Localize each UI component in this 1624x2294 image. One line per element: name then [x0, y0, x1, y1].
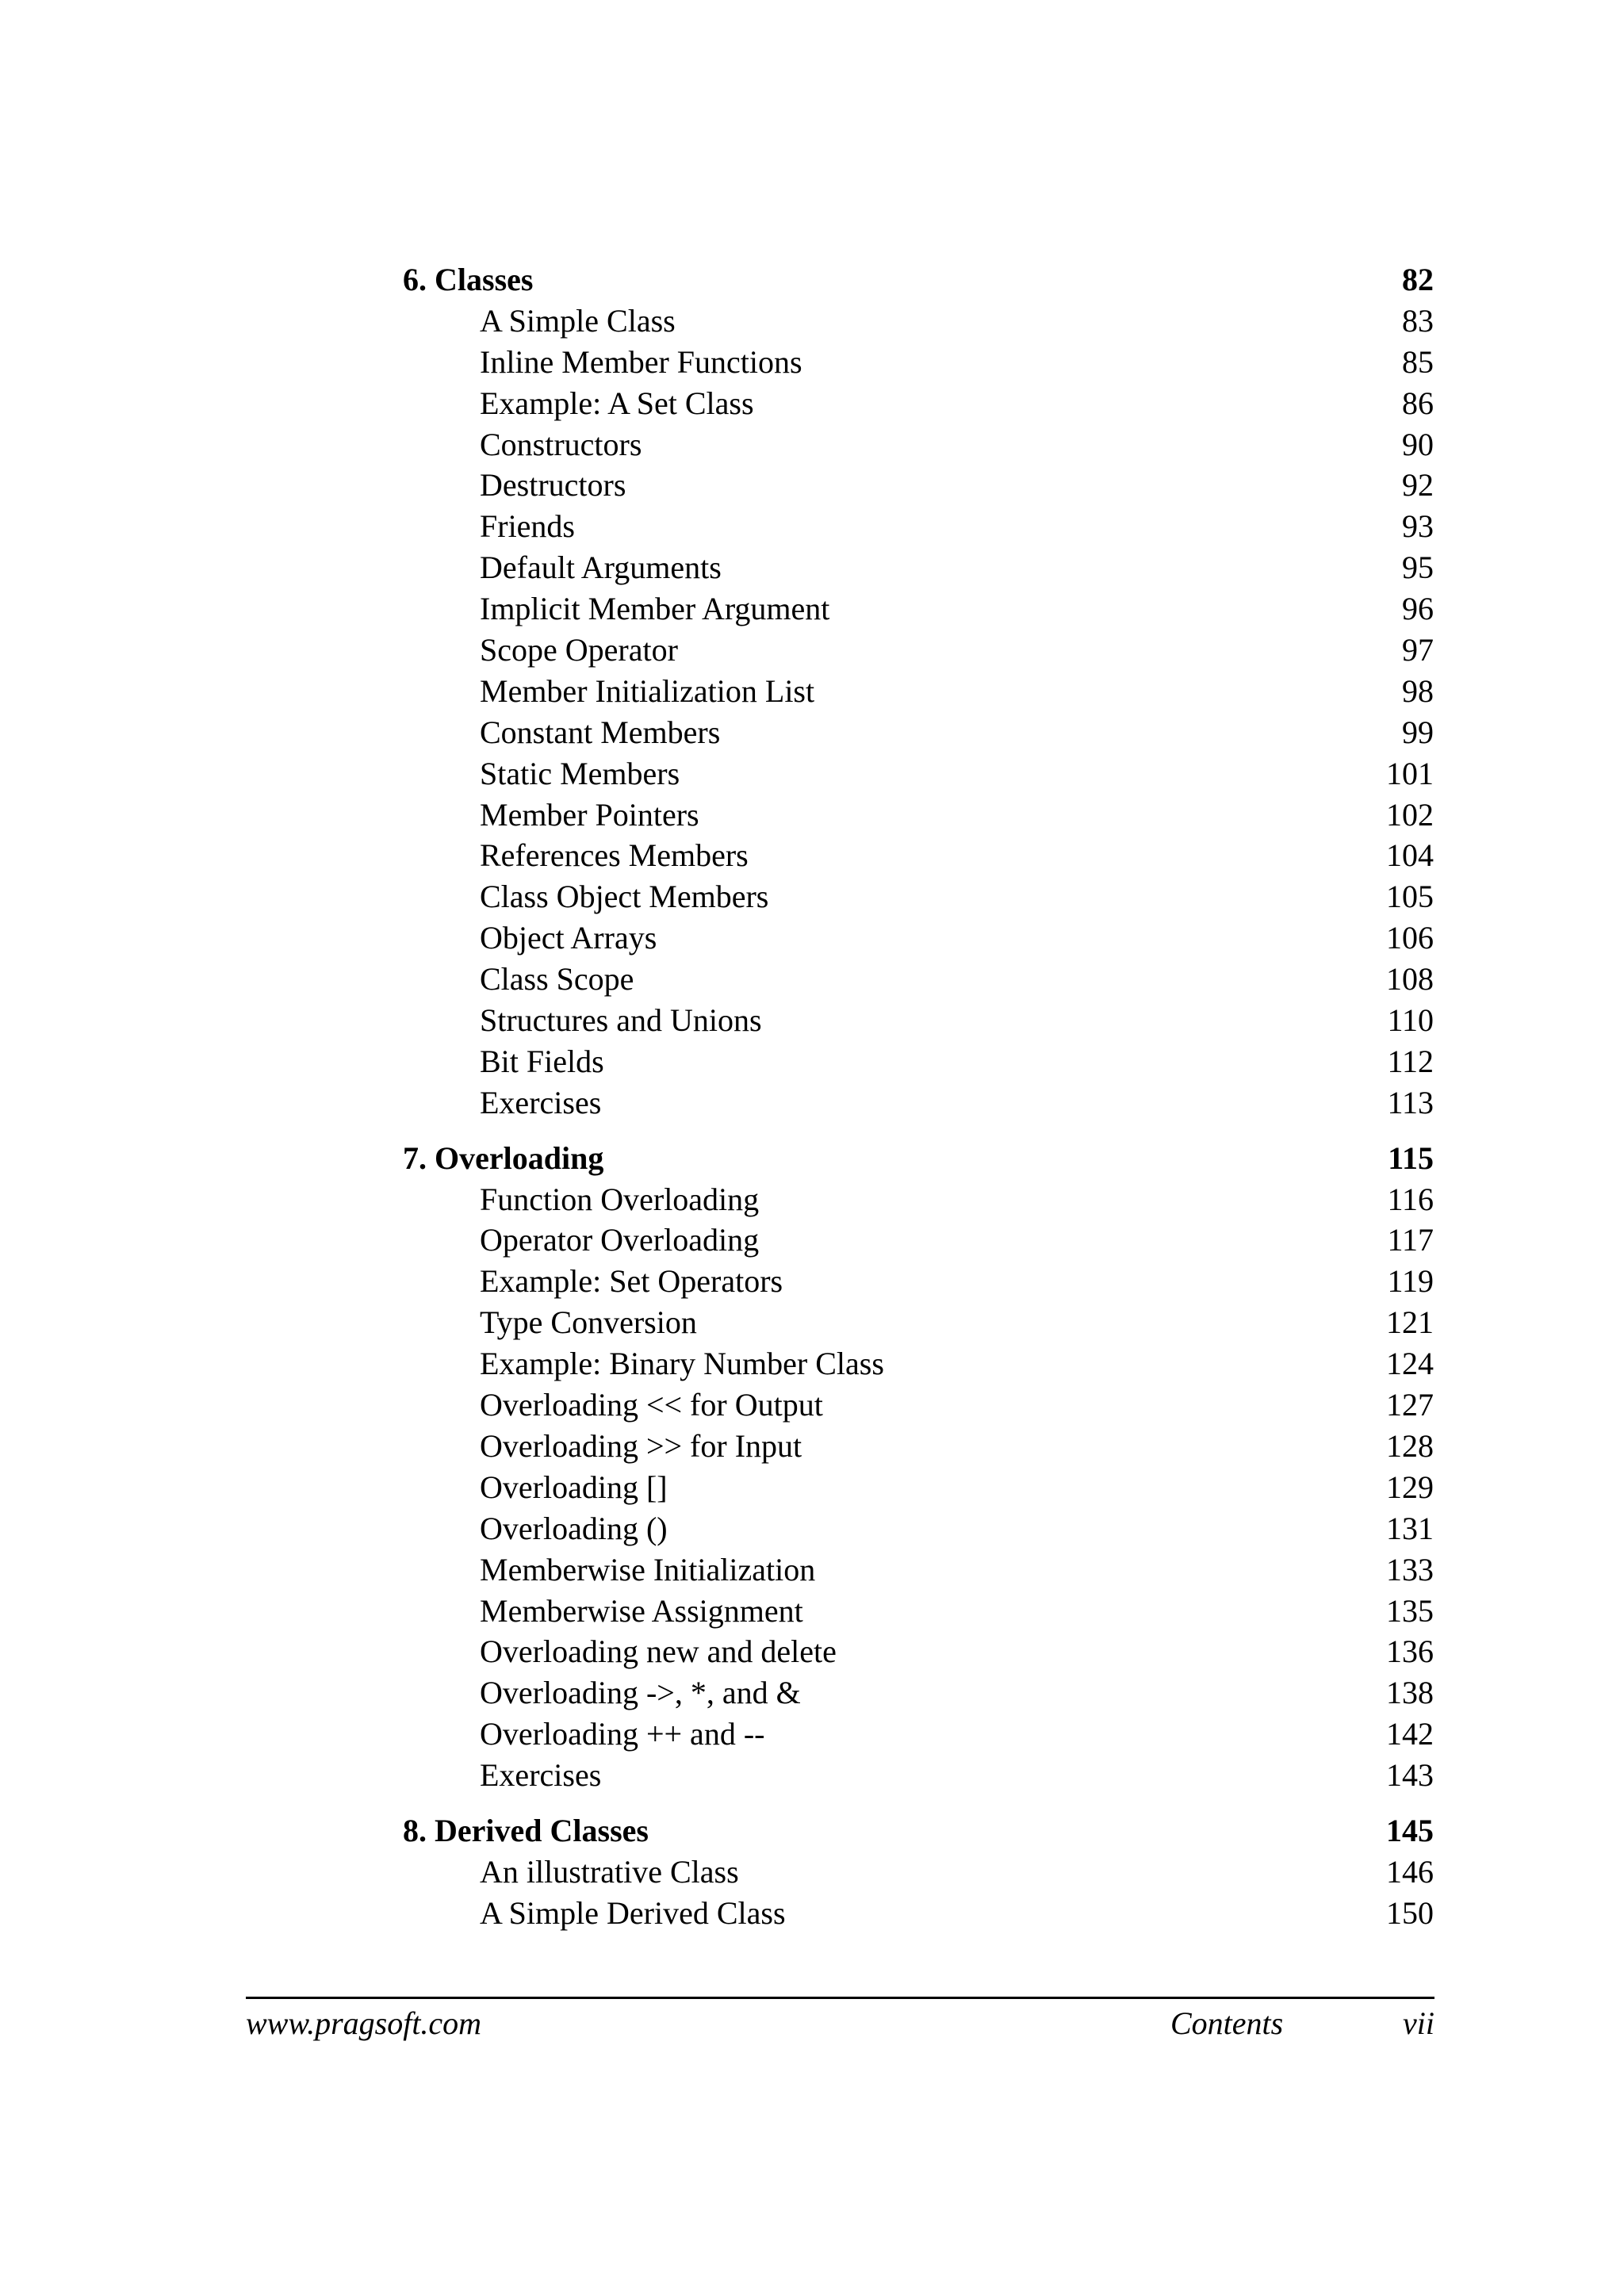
toc-entry[interactable] — [403, 795, 1434, 836]
entry-page-number: 105 — [1386, 879, 1434, 915]
toc-chapter-heading[interactable] — [403, 1810, 1434, 1852]
toc-entry[interactable] — [403, 342, 1434, 383]
toc-chapter — [403, 1810, 1434, 1934]
toc-entry[interactable] — [403, 1714, 1434, 1755]
entry-title: Exercises — [480, 1084, 602, 1120]
entry-page-number: 119 — [1387, 1263, 1434, 1300]
entry-title: Overloading [] — [480, 1469, 668, 1505]
entry-title: Constant Members — [480, 714, 721, 750]
entry-page-number: 106 — [1386, 920, 1434, 956]
toc-entry[interactable] — [403, 383, 1434, 424]
toc-entry[interactable] — [403, 1343, 1434, 1384]
footer-page-number: vii — [1403, 2005, 1434, 2041]
entry-title: Function Overloading — [480, 1181, 760, 1217]
entry-page-number: 92 — [1402, 467, 1434, 504]
toc-entry[interactable] — [403, 547, 1434, 588]
toc-entry[interactable] — [403, 753, 1434, 795]
entry-title: Example: A Set Class — [480, 385, 754, 421]
entry-page-number: 117 — [1387, 1222, 1434, 1258]
toc-entry[interactable] — [403, 1261, 1434, 1302]
toc-entry[interactable] — [403, 465, 1434, 506]
toc-entry[interactable] — [403, 1631, 1434, 1672]
entry-page-number: 129 — [1386, 1469, 1434, 1505]
entry-title: Structures and Unions — [480, 1002, 762, 1039]
entry-title: Operator Overloading — [480, 1222, 760, 1258]
toc-entry[interactable] — [403, 1220, 1434, 1261]
entry-title: Example: Binary Number Class — [480, 1346, 884, 1382]
entry-page-number: 110 — [1387, 1002, 1434, 1039]
entry-page-number: 102 — [1386, 796, 1434, 833]
entry-title: Friends — [480, 508, 575, 545]
page-footer — [246, 2005, 1434, 2043]
footer-rule — [246, 1997, 1434, 1999]
toc-entry[interactable] — [403, 1755, 1434, 1796]
entry-page-number: 121 — [1386, 1304, 1434, 1341]
entry-page-number: 136 — [1386, 1633, 1434, 1670]
entry-page-number: 138 — [1386, 1675, 1434, 1711]
entry-page-number: 116 — [1387, 1181, 1434, 1217]
entry-title: Overloading ->, *, and & — [480, 1675, 801, 1711]
toc-entry[interactable] — [403, 876, 1434, 917]
entry-title: Constructors — [480, 426, 642, 462]
toc-entry[interactable] — [403, 1179, 1434, 1220]
toc-entry[interactable] — [403, 506, 1434, 547]
entry-page-number: 97 — [1402, 632, 1434, 668]
toc-entry[interactable] — [403, 917, 1434, 959]
entry-title: Class Object Members — [480, 879, 769, 915]
entry-page-number: 131 — [1386, 1510, 1434, 1546]
entry-page-number: 90 — [1402, 426, 1434, 462]
toc-entry[interactable] — [403, 1467, 1434, 1508]
entry-page-number: 86 — [1402, 385, 1434, 421]
toc-entry[interactable] — [403, 1000, 1434, 1041]
entry-title: A Simple Class — [480, 302, 676, 339]
entry-title: Destructors — [480, 467, 626, 504]
toc-entry[interactable] — [403, 1549, 1434, 1591]
toc-entry[interactable] — [403, 301, 1434, 342]
entry-title: Scope Operator — [480, 632, 678, 668]
entry-page-number: 142 — [1386, 1716, 1434, 1752]
chapter-page-number: 145 — [1386, 1812, 1434, 1848]
entry-page-number: 83 — [1402, 302, 1434, 339]
footer-url[interactable]: www.pragsoft.com — [246, 2005, 482, 2041]
chapter-page-number: 82 — [1402, 262, 1434, 297]
entry-title: Overloading () — [480, 1510, 668, 1546]
toc-entry[interactable] — [403, 1384, 1434, 1426]
toc-chapter — [403, 259, 1434, 1124]
entry-title: Member Pointers — [480, 796, 699, 833]
entry-title: Inline Member Functions — [480, 343, 802, 380]
entry-title: Implicit Member Argument — [480, 591, 830, 627]
entry-title: Overloading new and delete — [480, 1633, 837, 1670]
toc-entry[interactable] — [403, 1041, 1434, 1082]
entry-page-number: 108 — [1386, 961, 1434, 998]
entry-title: An illustrative Class — [480, 1853, 739, 1890]
entry-title: Bit Fields — [480, 1043, 604, 1079]
entry-page-number: 93 — [1402, 508, 1434, 545]
entry-title: Overloading << for Output — [480, 1387, 823, 1423]
toc-entry[interactable] — [403, 1852, 1434, 1893]
entry-title: Default Arguments — [480, 550, 722, 586]
entry-page-number: 104 — [1386, 837, 1434, 874]
entry-title: Static Members — [480, 755, 680, 791]
entry-page-number: 150 — [1386, 1894, 1434, 1931]
footer-section-title: Contents — [1170, 2005, 1284, 2041]
entry-page-number: 85 — [1402, 343, 1434, 380]
table-of-contents — [403, 259, 1434, 1948]
entry-title: Type Conversion — [480, 1304, 697, 1341]
toc-entry[interactable] — [403, 835, 1434, 876]
entry-page-number: 99 — [1402, 714, 1434, 750]
entry-page-number: 133 — [1386, 1551, 1434, 1587]
entry-title: Object Arrays — [480, 920, 657, 956]
toc-entry[interactable] — [403, 1302, 1434, 1343]
toc-entry[interactable] — [403, 1508, 1434, 1549]
entry-page-number: 96 — [1402, 591, 1434, 627]
entry-page-number: 143 — [1386, 1757, 1434, 1794]
toc-entry[interactable] — [403, 959, 1434, 1000]
toc-entry[interactable] — [403, 1672, 1434, 1714]
entry-page-number: 124 — [1386, 1346, 1434, 1382]
entry-page-number: 146 — [1386, 1853, 1434, 1890]
entry-title: Overloading >> for Input — [480, 1427, 802, 1464]
toc-entry[interactable] — [403, 1591, 1434, 1632]
entry-title: Member Initialization List — [480, 672, 815, 709]
entry-title: Memberwise Initialization — [480, 1551, 816, 1587]
entry-page-number: 112 — [1387, 1043, 1434, 1079]
entry-page-number: 95 — [1402, 550, 1434, 586]
entry-page-number: 101 — [1386, 755, 1434, 791]
toc-entry[interactable] — [403, 712, 1434, 753]
toc-chapter-heading[interactable] — [403, 1138, 1434, 1179]
entry-page-number: 113 — [1387, 1084, 1434, 1120]
entry-title: Memberwise Assignment — [480, 1592, 803, 1629]
toc-entry[interactable] — [403, 671, 1434, 712]
toc-chapter — [403, 1138, 1434, 1796]
toc-entry[interactable] — [403, 630, 1434, 671]
chapter-title: 6. Classes — [403, 262, 534, 297]
entry-title: A Simple Derived Class — [480, 1894, 786, 1931]
toc-chapter-heading[interactable] — [403, 259, 1434, 301]
entry-title: Class Scope — [480, 961, 634, 998]
toc-entry[interactable] — [403, 1893, 1434, 1934]
entry-title: References Members — [480, 837, 749, 874]
chapter-title: 8. Derived Classes — [403, 1812, 649, 1848]
toc-entry[interactable] — [403, 588, 1434, 630]
toc-entry[interactable] — [403, 424, 1434, 465]
entry-page-number: 135 — [1386, 1592, 1434, 1629]
entry-title: Example: Set Operators — [480, 1263, 783, 1300]
chapter-page-number: 115 — [1388, 1139, 1434, 1176]
toc-entry[interactable] — [403, 1082, 1434, 1124]
entry-page-number: 128 — [1386, 1427, 1434, 1464]
entry-title: Exercises — [480, 1757, 602, 1794]
entry-page-number: 127 — [1386, 1387, 1434, 1423]
entry-title: Overloading ++ and -- — [480, 1716, 765, 1752]
entry-page-number: 98 — [1402, 672, 1434, 709]
chapter-title: 7. Overloading — [403, 1139, 604, 1176]
toc-entry[interactable] — [403, 1426, 1434, 1467]
